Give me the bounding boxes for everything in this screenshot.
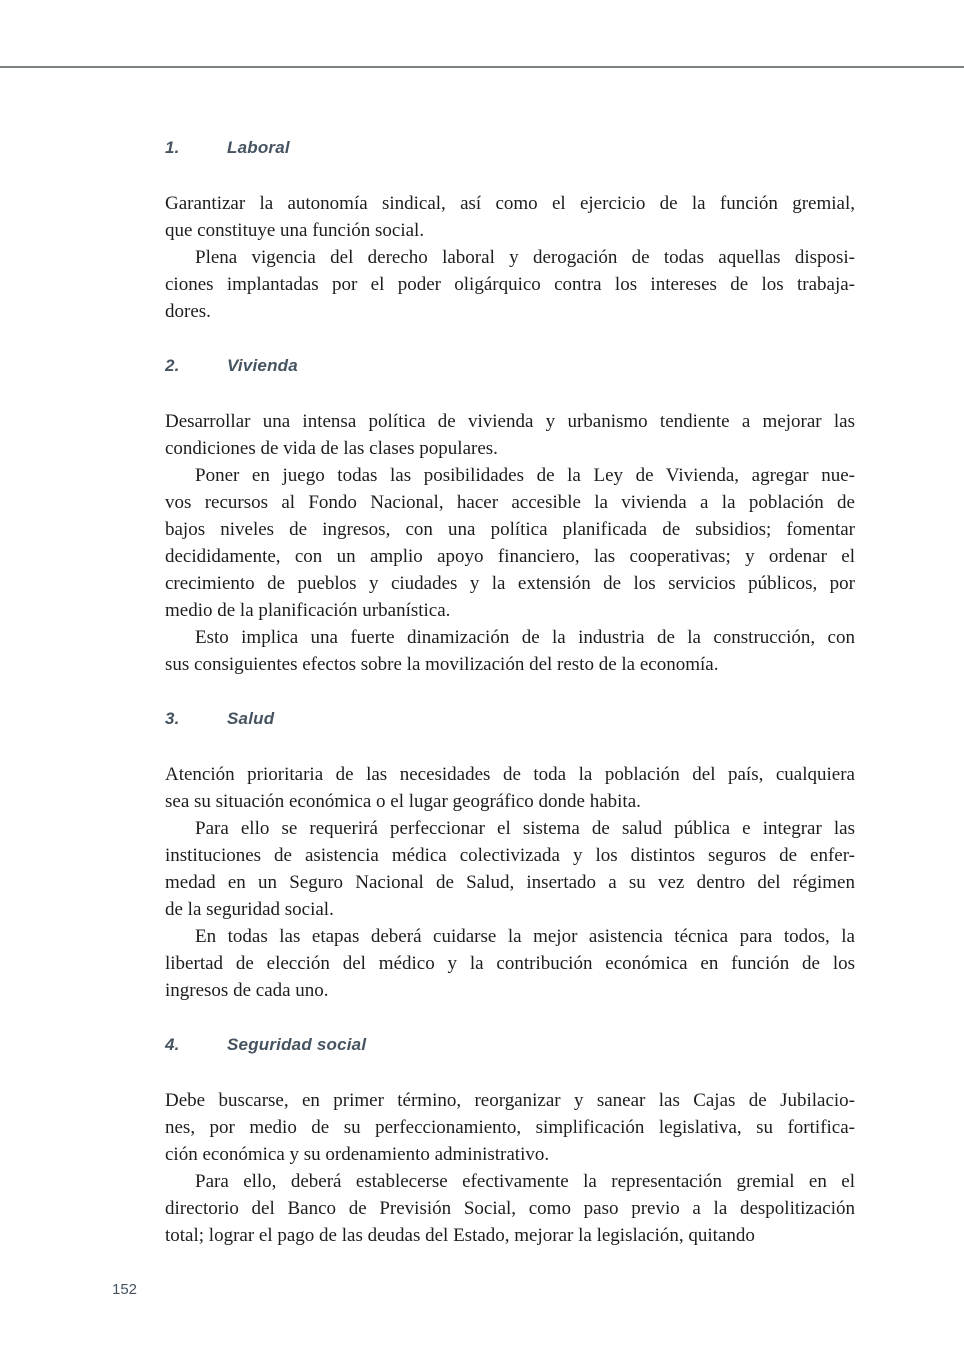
paragraph [165,761,855,815]
text-line: dores. [165,301,211,322]
text-line: medio de la planificación urbanística. [165,600,451,621]
text-line: decididamente, con un amplio apoyo financiero, las cooperativas; y ordenar el [165,546,855,567]
section-title: Seguridad social [227,1035,367,1054]
text-line: Poner en juego todas las posibilidades de la Ley de Vivienda, agregar nue- [195,465,855,486]
section-heading [165,708,855,729]
text-line: libertad de elección del médico y la contribución económica en función de los [165,953,855,974]
text-line: vos recursos al Fondo Nacional, hacer accesible la vivienda a la población de [165,492,855,513]
text-line: total; lograr el pago de las deudas del Estado, mejorar la legislación, quitando [165,1225,755,1246]
text-line: Garantizar la autonomía sindical, así como el ejercicio de la función gremial, [165,193,855,214]
paragraph [165,408,855,462]
text-line: medad en un Seguro Nacional de Salud, insertado a su vez dentro del régimen [165,872,855,893]
section-laboral [165,137,855,325]
paragraph [165,923,855,1004]
section-number: 4. [165,1035,180,1054]
text-line: ingresos de cada uno. [165,980,329,1001]
text-line: condiciones de vida de las clases populares. [165,438,498,459]
text-line: ción económica y su ordenamiento administrativo. [165,1144,550,1165]
paragraph [165,1168,855,1249]
text-line: crecimiento de pueblos y ciudades y la extensión de los servicios públicos, por [165,573,855,594]
section-heading [165,137,855,158]
header-rule [0,66,964,68]
content [165,137,855,1249]
section-number: 2. [165,356,180,375]
section-heading [165,355,855,376]
text-line: ciones implantadas por el poder oligárquico contra los intereses de los trabaja- [165,274,855,295]
text-line: Para ello, deberá establecerse efectivamente la representación gremial en el [195,1171,855,1192]
text-line: Esto implica una fuerte dinamización de la industria de la construcción, con [195,627,855,648]
text-line: Plena vigencia del derecho laboral y derogación de todas aquellas disposi- [195,247,855,268]
paragraph [165,190,855,244]
section-number: 1. [165,138,180,157]
text-line: de la seguridad social. [165,899,334,920]
text-line: Atención prioritaria de las necesidades de toda la población del país, cualquiera [165,764,855,785]
text-line: instituciones de asistencia médica colectivizada y los distintos seguros de enfer- [165,845,855,866]
text-line: sus consiguientes efectos sobre la movilización del resto de la economía. [165,654,719,675]
text-line: que constituye una función social. [165,220,425,241]
section-vivienda [165,355,855,678]
text-line: bajos niveles de ingresos, con una política planificada de subsidios; fomentar [165,519,855,540]
section-title: Salud [227,709,275,728]
text-line: nes, por medio de su perfeccionamiento, simplificación legislativa, su fortifica- [165,1117,855,1138]
text-line: Para ello se requerirá perfeccionar el sistema de salud pública e integrar las [195,818,855,839]
paragraph [165,1087,855,1168]
text-line: Debe buscarse, en primer término, reorganizar y sanear las Cajas de Jubilacio- [165,1090,855,1111]
section-number: 3. [165,709,180,728]
section-heading [165,1034,855,1055]
section-title: Vivienda [227,356,298,375]
text-line: Desarrollar una intensa política de vivienda y urbanismo tendiente a mejorar las [165,411,855,432]
section-seguridad-social [165,1034,855,1249]
section-salud [165,708,855,1004]
paragraph [165,462,855,624]
text-line: directorio del Banco de Previsión Social, como paso previo a la despolitización [165,1198,855,1219]
section-title: Laboral [227,138,290,157]
text-line: En todas las etapas deberá cuidarse la mejor asistencia técnica para todos, la [195,926,855,947]
paragraph [165,815,855,923]
page-number: 152 [112,1281,138,1298]
paragraph [165,244,855,325]
paragraph [165,624,855,678]
text-line: sea su situación económica o el lugar geográfico donde habita. [165,791,641,812]
